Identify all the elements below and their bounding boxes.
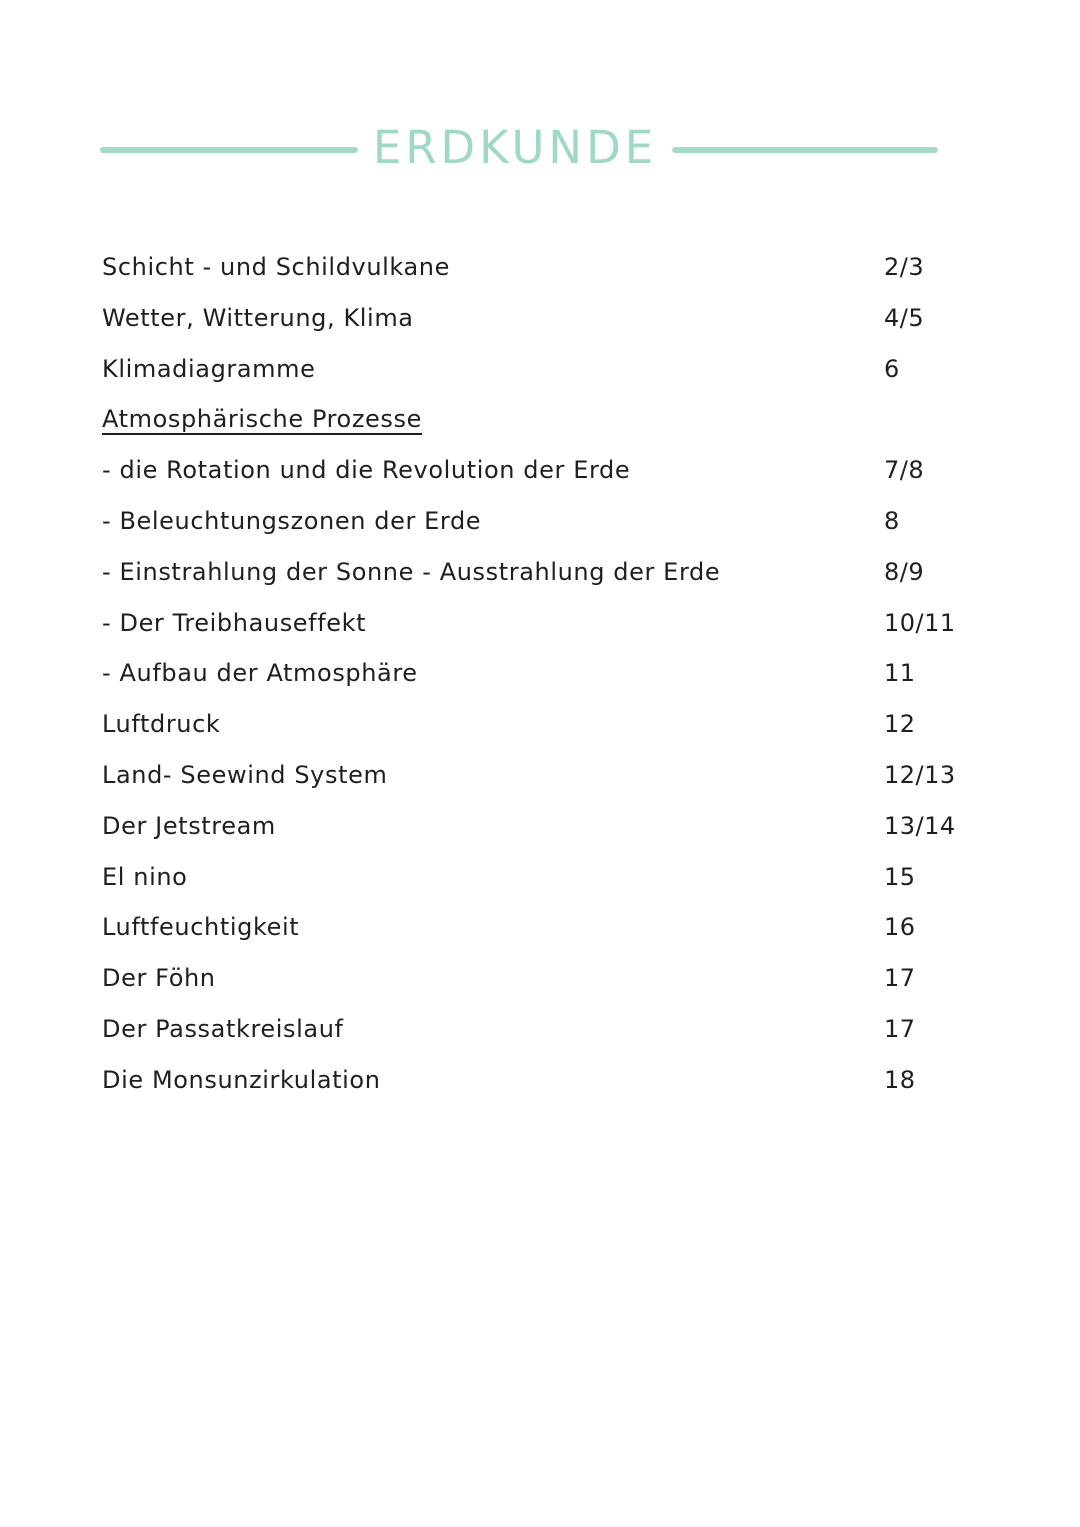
toc-page-number: 8/9 xyxy=(884,557,925,586)
toc-entry xyxy=(102,293,982,344)
toc-page-number: 8 xyxy=(884,506,900,535)
toc-page-number: 12 xyxy=(884,710,916,739)
toc-entry-label: Der Föhn xyxy=(102,964,216,993)
toc-entry xyxy=(102,699,982,750)
toc-entry-label: Atmosphärische Prozesse xyxy=(102,405,422,434)
toc-entry-label: Der Jetstream xyxy=(102,811,276,840)
toc-entry-label: El nino xyxy=(102,862,188,891)
toc-entry xyxy=(102,445,982,496)
toc-entry xyxy=(102,344,982,395)
toc-entry xyxy=(102,902,982,953)
toc-page-number: 4/5 xyxy=(884,303,925,332)
toc-entry-label: - Beleuchtungszonen der Erde xyxy=(102,506,482,535)
toc-entry-label: - Der Treibhauseffekt xyxy=(102,608,367,637)
toc-page-number: 12/13 xyxy=(884,760,956,789)
toc-entry-label: Wetter, Witterung, Klima xyxy=(102,303,414,332)
toc-entry xyxy=(102,750,982,801)
toc-page-number: 16 xyxy=(884,913,916,942)
toc-entry-label: - Aufbau der Atmosphäre xyxy=(102,659,418,688)
toc-entry xyxy=(102,547,982,598)
toc-page-number: 17 xyxy=(884,964,916,993)
toc-page-number: 10/11 xyxy=(884,608,956,637)
toc-entry xyxy=(102,852,982,903)
toc-entry-label: Luftdruck xyxy=(102,710,221,739)
toc-page-number: 2/3 xyxy=(884,253,925,281)
toc-page-number: 17 xyxy=(884,1014,916,1043)
toc-entry xyxy=(102,242,982,293)
table-of-contents xyxy=(102,242,982,1106)
toc-section-heading xyxy=(102,394,982,445)
toc-page-number: 13/14 xyxy=(884,811,956,840)
toc-entry-label: Der Passatkreislauf xyxy=(102,1014,344,1043)
toc-page-number: 15 xyxy=(884,862,916,891)
toc-entry-label: Schicht - und Schildvulkane xyxy=(102,253,450,281)
toc-entry xyxy=(102,496,982,547)
toc-entry-label: - Einstrahlung der Sonne - Ausstrahlung der Erde xyxy=(102,557,721,586)
toc-entry-label: Land- Seewind System xyxy=(102,760,388,789)
toc-entry-label: Luftfeuchtigkeit xyxy=(102,913,300,942)
toc-entry-label: - die Rotation und die Revolution der Erde xyxy=(102,456,631,485)
title-rule-right xyxy=(672,147,938,153)
toc-entry-label: Die Monsunzirkulation xyxy=(102,1065,381,1094)
toc-entry-label: Klimadiagramme xyxy=(102,354,316,383)
toc-page-number: 18 xyxy=(884,1065,916,1094)
toc-entry xyxy=(102,953,982,1004)
toc-entry xyxy=(102,598,982,649)
title-row xyxy=(100,118,938,178)
toc-page-number: 7/8 xyxy=(884,456,925,485)
page-title: ERDKUNDE xyxy=(372,121,658,174)
toc-page-number: 6 xyxy=(884,354,900,383)
toc-entry xyxy=(102,1055,982,1106)
toc-entry xyxy=(102,1004,982,1055)
toc-entry xyxy=(102,801,982,852)
toc-entry xyxy=(102,648,982,699)
title-rule-left xyxy=(100,147,358,153)
toc-page-number: 11 xyxy=(884,659,916,688)
